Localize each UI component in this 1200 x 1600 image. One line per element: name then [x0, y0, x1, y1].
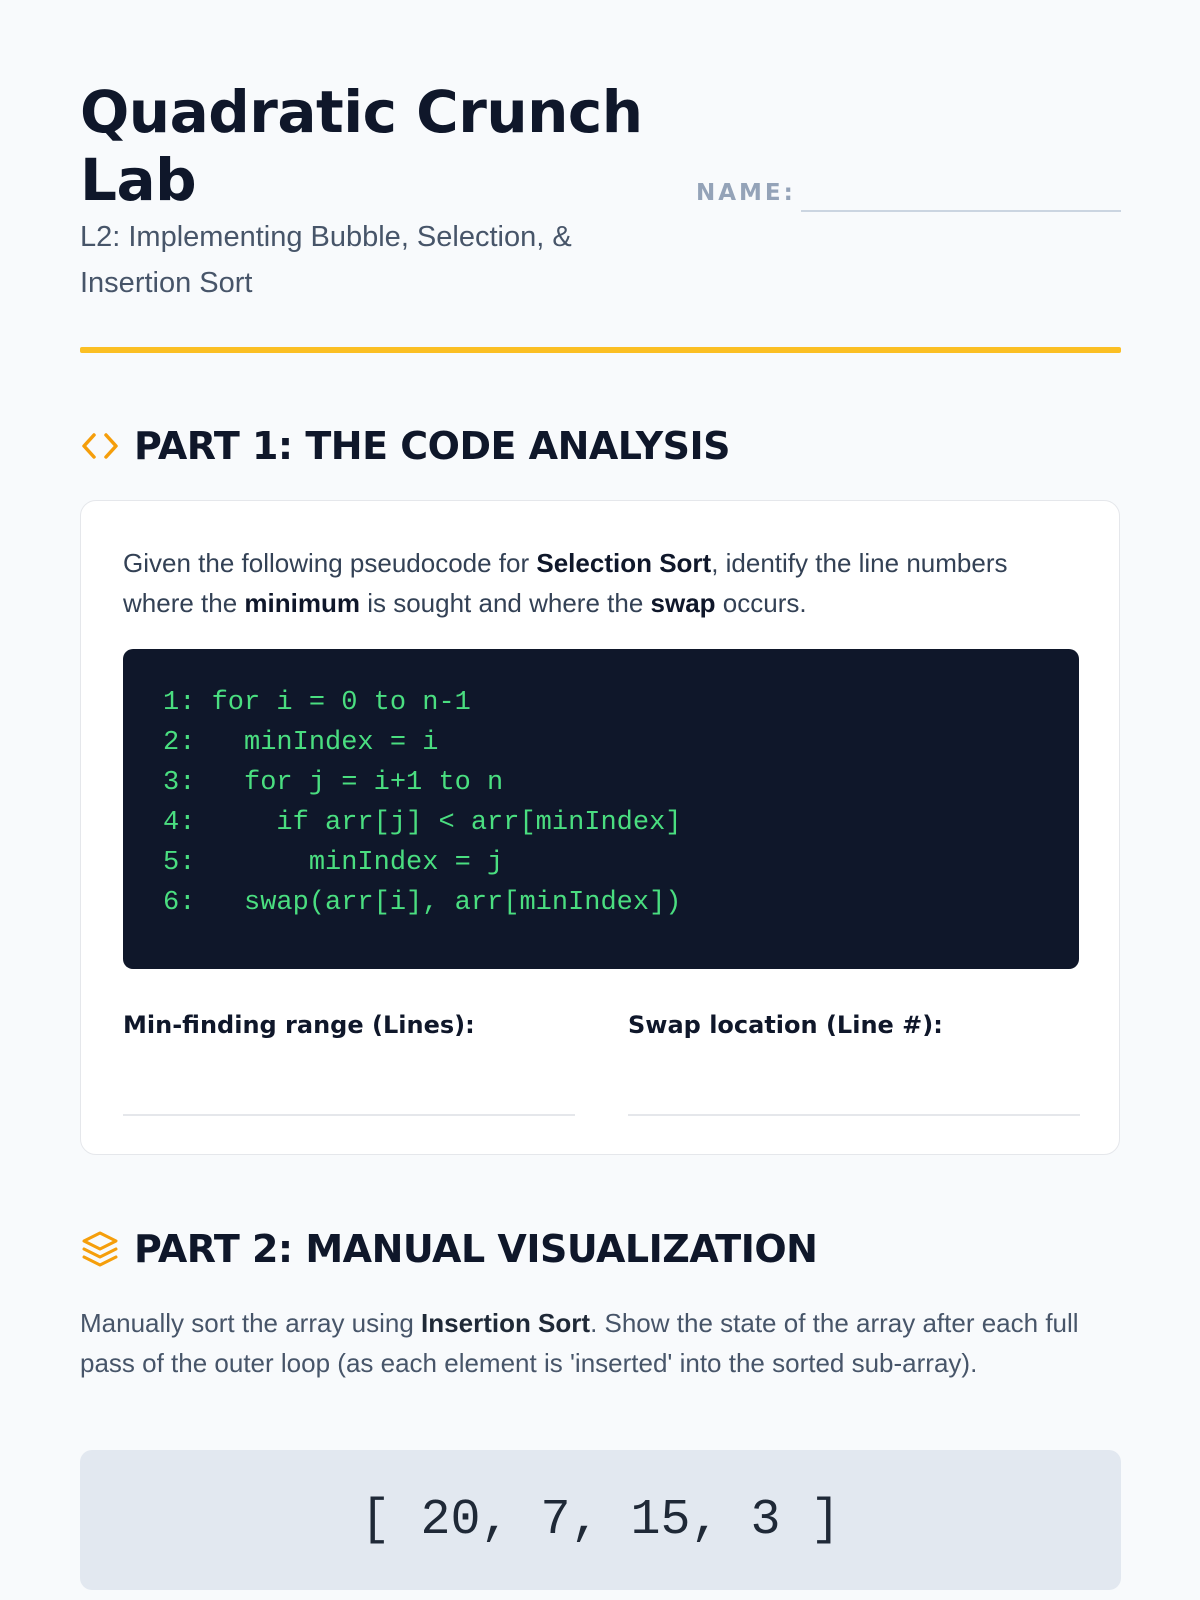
code-brackets-icon — [80, 426, 120, 466]
swap-location-label: Swap location (Line #): — [628, 1011, 943, 1039]
header-divider — [80, 347, 1121, 353]
pseudocode-block — [123, 649, 1079, 969]
part1-heading — [80, 424, 730, 468]
code-line: 1: for i = 0 to n-1 — [163, 688, 471, 718]
page-subtitle: L2: Implementing Bubble, Selection, & Insertion Sort — [80, 221, 572, 299]
part1-card — [80, 500, 1120, 1155]
code-line: 2: minIndex = i — [163, 728, 439, 758]
code-line: 3: for j = i+1 to n — [163, 768, 504, 798]
min-range-label: Min-finding range (Lines): — [123, 1011, 475, 1039]
code-line: 4: if arr[j] < arr[minIndex] — [163, 808, 682, 838]
array-display — [80, 1450, 1121, 1590]
part2-instructions: Manually sort the array using Insertion Sort. Show the state of the array after each full pass of the outer loop (as each element is 'inserted' into the sorted sub-array). — [80, 1308, 1079, 1378]
part1-instructions: Given the following pseudocode for Selection Sort, identify the line numbers where the minimum is sought and where the swap occurs. — [123, 548, 1008, 618]
min-range-answer-line[interactable] — [123, 1114, 575, 1116]
swap-location-answer-line[interactable] — [628, 1114, 1080, 1116]
code-line: 5: minIndex = j — [163, 848, 504, 878]
layers-icon — [80, 1229, 120, 1269]
array-values: [ 20, 7, 15, 3 ] — [360, 1491, 841, 1549]
part2-heading — [80, 1227, 817, 1271]
part1-title: PART 1: THE CODE ANALYSIS — [134, 424, 730, 468]
page-title: Quadratic Crunch Lab — [80, 78, 643, 214]
part2-title: PART 2: MANUAL VISUALIZATION — [134, 1227, 818, 1271]
name-field[interactable] — [801, 210, 1121, 212]
name-label: NAME: — [696, 180, 796, 206]
code-line: 6: swap(arr[i], arr[minIndex]) — [163, 888, 682, 918]
